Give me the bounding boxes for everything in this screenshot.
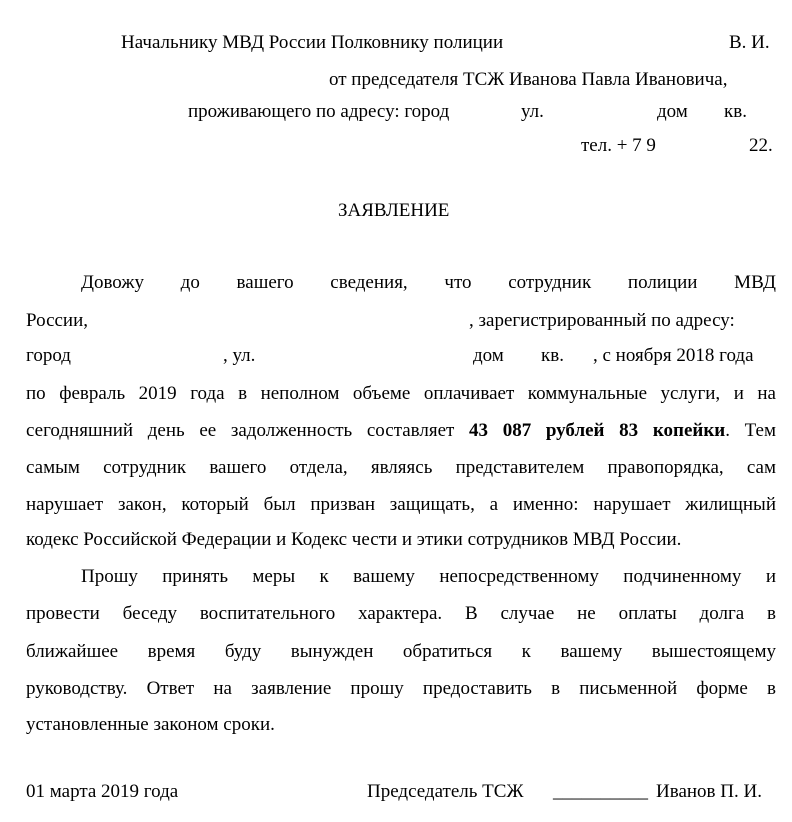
body-p2-line5: установленные законом сроки.	[26, 714, 275, 735]
body-p2-line4: руководству. Ответ на заявление прошу предоставить в письменной форме в	[26, 678, 776, 699]
sender-address-city: проживающего по адресу: город	[188, 101, 450, 122]
addressee-initials: В. И.	[729, 32, 770, 53]
body-p1-line1: Довожу до вашего сведения, что сотрудник полиции МВД	[81, 272, 776, 293]
body-p2-line1: Прошу принять меры к вашему непосредственному подчиненному и	[81, 566, 776, 587]
body-p2-line3: ближайшее время буду вынужден обратиться к вашему вышестоящему	[26, 641, 776, 662]
signature-line: __________	[553, 781, 648, 802]
debt-amount: 43 087 рублей 83 копейки	[469, 420, 726, 441]
signer-position: Председатель ТСЖ	[367, 781, 524, 802]
body-p2-line2: провести беседу воспитательного характера. В случае не оплаты долга в	[26, 603, 776, 624]
addressee-line	[121, 32, 503, 54]
sender-address-apt: кв.	[724, 101, 747, 122]
body-p1-line3-e: , с ноября 2018 года	[593, 345, 754, 366]
body-p1-line5-b: . Тем	[725, 420, 776, 441]
body-p1-line5	[26, 420, 776, 442]
body-p1-line8: кодекс Российской Федерации и Кодекс чести и этики сотрудников МВД России.	[26, 529, 682, 550]
body-p1-line3-d: кв.	[541, 345, 564, 366]
body-p1-line3-a: город	[26, 345, 71, 366]
sender-line: от председателя ТСЖ Иванова Павла Ивановича,	[329, 69, 728, 90]
sender-address-house: дом	[657, 101, 688, 122]
body-p1-line5-a: сегодняшний день ее задолженность составляет	[26, 420, 455, 441]
body-p1-line3-b: , ул.	[223, 345, 256, 366]
document-date: 01 марта 2019 года	[26, 781, 179, 802]
sender-address-street: ул.	[521, 101, 544, 122]
body-p1-line7: нарушает закон, который был призван защищать, а именно: нарушает жилищный	[26, 494, 776, 515]
sender-phone-prefix: тел. + 7 9	[581, 135, 656, 156]
body-p1-line2-b: , зарегистрированный по адресу:	[469, 310, 735, 331]
body-p1-line4: по февраль 2019 года в неполном объеме оплачивает коммунальные услуги, и на	[26, 383, 776, 404]
body-p1-line6: самым сотрудник вашего отдела, являясь представителем правопорядка, сам	[26, 457, 776, 478]
body-p1-line2-a: России,	[26, 310, 89, 331]
document-title: ЗАЯВЛЕНИЕ	[338, 200, 450, 221]
addressee-text: Начальнику МВД России Полковнику полиции	[121, 32, 504, 53]
sender-phone-suffix: 22.	[749, 135, 773, 156]
signer-name: Иванов П. И.	[656, 781, 762, 802]
body-p1-line3-c: дом	[473, 345, 504, 366]
